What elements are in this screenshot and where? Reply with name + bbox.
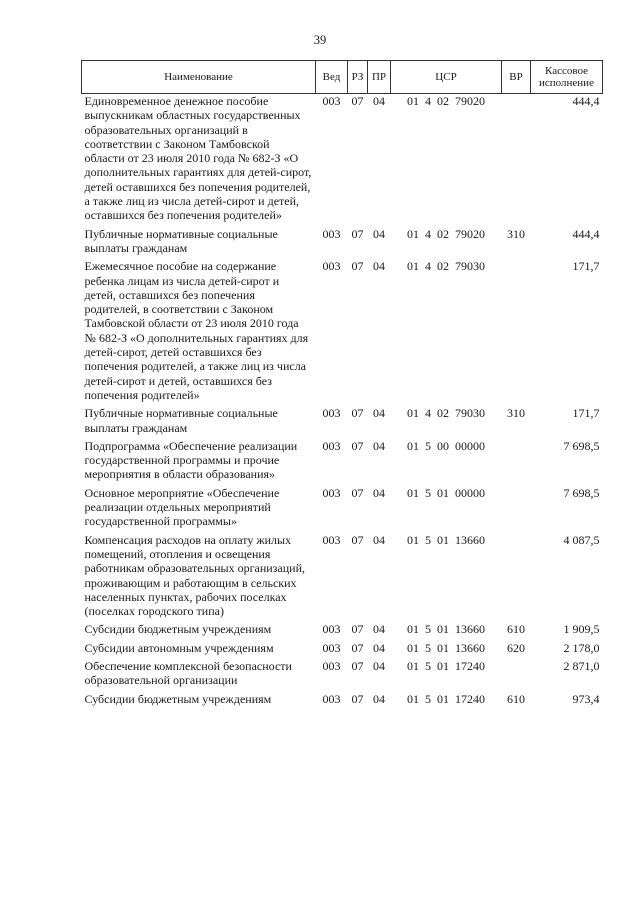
table-row	[82, 641, 603, 659]
row-vr	[502, 486, 531, 533]
row-pr: 04	[373, 259, 385, 274]
row-ved: 003	[322, 532, 341, 547]
row-pr: 04	[373, 485, 385, 500]
row-amount: 7 698,5	[563, 485, 600, 500]
row-ved: 003	[322, 259, 341, 274]
row-csr: 01 5 01 00000	[407, 485, 485, 500]
table-row	[82, 659, 603, 692]
row-csr: 01 5 01 17240	[407, 658, 485, 673]
table-row	[82, 406, 603, 439]
row-amount: 171,7	[572, 406, 600, 421]
row-vr: 620	[507, 640, 525, 655]
row-amount: 7 698,5	[563, 438, 600, 453]
row-ved: 003	[322, 94, 341, 108]
row-rz: 07	[351, 658, 364, 673]
page-number: 39	[313, 33, 327, 47]
row-pr: 04	[373, 640, 385, 655]
row-csr: 01 5 01 17240	[407, 691, 485, 706]
row-csr: 01 5 01 13660	[407, 640, 485, 655]
header-csr: ЦСР	[391, 61, 502, 94]
row-rz: 07	[351, 438, 364, 453]
table-row	[82, 259, 603, 406]
header-ved: Вед	[316, 61, 348, 94]
row-ved: 003	[322, 226, 341, 241]
row-rz: 07	[351, 259, 364, 274]
row-name: Субсидии автономным учреждениям	[84, 640, 274, 655]
row-pr: 04	[373, 226, 385, 241]
row-rz: 07	[351, 640, 364, 655]
row-name: Компенсация расходов на оплату жилых помещений, отопления и освещения работникам образовательных организаций, проживающим и работающим в сельских населенных пунктах, рабочих поселках (поселках городского типа)	[84, 532, 305, 619]
row-csr: 01 4 02 79030	[407, 259, 485, 274]
row-name: Публичные нормативные социальные выплаты гражданам	[84, 226, 278, 255]
table-row	[82, 227, 603, 260]
header-pr: ПР	[368, 61, 391, 94]
row-pr: 04	[373, 691, 385, 706]
row-amount: 444,4	[572, 94, 600, 108]
row-rz: 07	[351, 94, 364, 108]
row-pr: 04	[373, 406, 385, 421]
row-amount: 171,7	[572, 259, 600, 274]
row-amount: 973,4	[572, 691, 600, 706]
row-rz: 07	[351, 622, 364, 637]
table-row	[82, 622, 603, 640]
row-csr: 01 4 02 79030	[407, 406, 485, 421]
row-ved: 003	[322, 658, 341, 673]
row-ved: 003	[322, 438, 341, 453]
row-ved: 003	[322, 406, 341, 421]
row-amount: 4 087,5	[563, 532, 600, 547]
row-name: Субсидии бюджетным учреждениям	[84, 622, 272, 637]
row-ved: 003	[322, 640, 341, 655]
row-csr: 01 5 01 13660	[407, 622, 485, 637]
row-rz: 07	[351, 485, 364, 500]
table-row	[82, 439, 603, 486]
table-row	[82, 94, 603, 227]
table-row	[82, 533, 603, 623]
row-amount: 2 178,0	[563, 640, 600, 655]
header-name: Наименование	[82, 61, 316, 94]
table-body	[82, 94, 603, 710]
row-ved: 003	[322, 622, 341, 637]
row-amount: 1 909,5	[563, 622, 600, 637]
row-vr: 310	[507, 406, 525, 421]
header-vr: ВР	[502, 61, 531, 94]
row-vr	[502, 659, 531, 692]
row-amount: 444,4	[572, 226, 600, 241]
table-row	[82, 692, 603, 710]
row-csr: 01 4 02 79020	[407, 94, 485, 108]
row-rz: 07	[351, 691, 364, 706]
row-name: Единовременное денежное пособие выпускникам областных государственных образовательных организаций в соответствии с Законом Тамбовской области от 23 июля 2010 года № 682-З «О дополнительных гарантиях для детей-сирот, детей оставшихся без попечения родителей, а также лиц из числа детей-сирот и детей, оставшихся без попечения родителей»	[84, 94, 312, 223]
row-csr: 01 5 01 13660	[407, 532, 485, 547]
row-vr: 310	[507, 226, 525, 241]
row-name: Основное мероприятие «Обеспечение реализации отдельных мероприятий государственной программы»	[84, 485, 280, 529]
row-name: Субсидии бюджетным учреждениям	[84, 691, 272, 706]
row-name: Публичные нормативные социальные выплаты гражданам	[84, 406, 278, 435]
row-pr: 04	[373, 438, 385, 453]
row-pr: 04	[373, 94, 385, 108]
row-amount: 2 871,0	[563, 658, 600, 673]
row-csr: 01 4 02 79020	[407, 226, 485, 241]
row-ved: 003	[322, 485, 341, 500]
row-pr: 04	[373, 658, 385, 673]
row-rz: 07	[351, 406, 364, 421]
row-vr	[502, 533, 531, 623]
row-vr	[502, 259, 531, 406]
row-name: Ежемесячное пособие на содержание ребенка лицам из числа детей-сирот и детей, оставшихся без попечения родителей, в соответствии с Законом Тамбовской области от 23 июля 2010 года № 682-З «О дополнительных гарантиях для детей-сирот, детей оставшихся без попечения родителей, а также лиц из числа детей-сирот и детей, оставшихся без попечения родителей»	[84, 259, 309, 402]
row-vr	[502, 94, 531, 227]
header-rz: РЗ	[348, 61, 368, 94]
table-row	[82, 486, 603, 533]
row-rz: 07	[351, 532, 364, 547]
table-header-row	[82, 61, 603, 94]
header-amount: Кассовое исполнение	[531, 61, 603, 94]
row-vr	[502, 439, 531, 486]
row-pr: 04	[373, 532, 385, 547]
row-csr: 01 5 00 00000	[407, 438, 485, 453]
budget-table	[81, 60, 603, 710]
row-name: Подпрограмма «Обеспечение реализации государственной программы и прочие мероприятия в области образования»	[84, 438, 298, 482]
row-vr: 610	[507, 691, 525, 706]
row-vr: 610	[507, 622, 525, 637]
row-ved: 003	[322, 691, 341, 706]
row-pr: 04	[373, 622, 385, 637]
row-name: Обеспечение комплексной безопасности образовательной организации	[84, 658, 292, 688]
row-rz: 07	[351, 226, 364, 241]
